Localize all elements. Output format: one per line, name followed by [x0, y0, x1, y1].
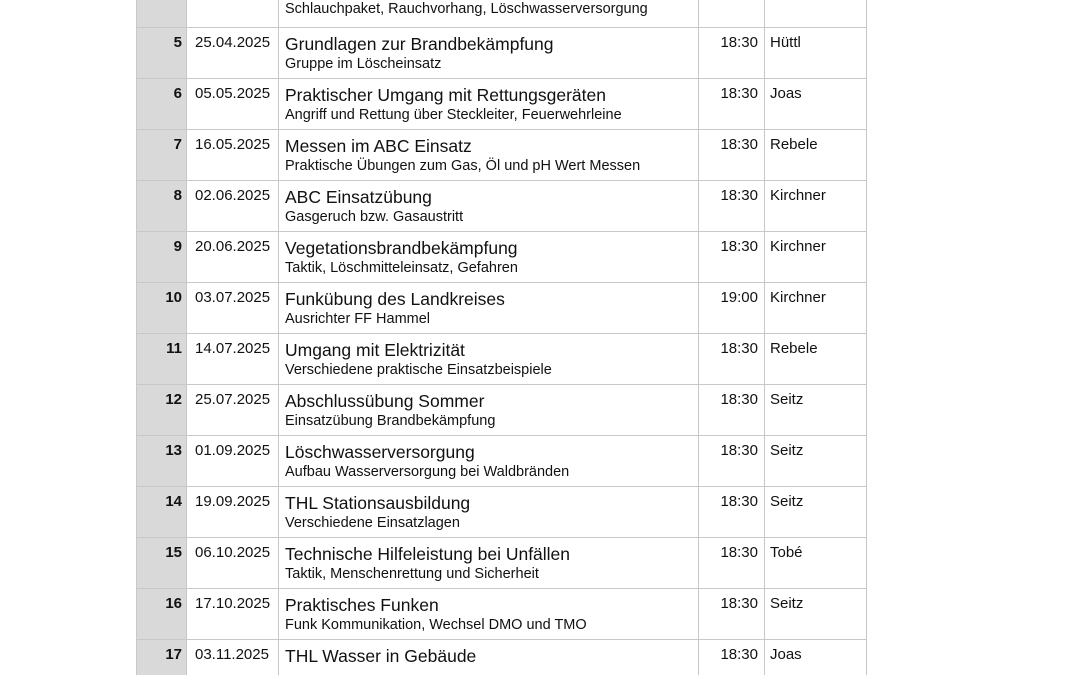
date-cell — [187, 334, 279, 385]
topic-cell — [279, 130, 699, 181]
row-number: 6 — [173, 85, 182, 102]
date-cell — [187, 640, 279, 675]
date-cell — [187, 487, 279, 538]
lead-cell — [765, 0, 867, 28]
row-title: Messen im ABC Einsatz — [285, 136, 472, 156]
lead-cell — [765, 589, 867, 640]
topic-cell — [279, 436, 699, 487]
row-number-cell — [137, 28, 187, 79]
lead-cell — [765, 28, 867, 79]
row-number: 13 — [165, 442, 182, 459]
row-date: 05.05.2025 — [195, 85, 271, 102]
date-cell — [187, 130, 279, 181]
row-title: Vegetationsbrandbekämpfung — [285, 238, 518, 258]
row-subtitle: Ausrichter FF Hammel — [285, 311, 431, 327]
row-number: 17 — [165, 646, 182, 663]
row-subtitle: Einsatzübung Brandbekämpfung — [285, 413, 496, 429]
row-date: 14.07.2025 — [195, 340, 271, 357]
row-number-cell — [137, 436, 187, 487]
row-time: 18:30 — [720, 595, 758, 612]
lead-cell — [765, 181, 867, 232]
row-title: THL Wasser in Gebäude — [285, 646, 477, 666]
date-cell — [187, 79, 279, 130]
date-cell — [187, 232, 279, 283]
row-lead: Kirchner — [770, 238, 826, 255]
row-title: Umgang mit Elektrizität — [285, 340, 465, 360]
topic-cell — [279, 79, 699, 130]
row-date: 03.11.2025 — [195, 646, 269, 663]
time-cell — [699, 232, 765, 283]
row-time: 18:30 — [720, 136, 758, 153]
row-number: 11 — [166, 340, 182, 357]
time-cell — [699, 436, 765, 487]
time-cell — [699, 130, 765, 181]
topic-cell — [279, 283, 699, 334]
time-cell — [699, 640, 765, 675]
row-time: 18:30 — [720, 34, 758, 51]
table-row — [137, 538, 867, 589]
topic-cell — [279, 538, 699, 589]
training-schedule-table — [136, 0, 867, 675]
row-number-cell — [137, 181, 187, 232]
row-date: 19.09.2025 — [195, 493, 271, 510]
date-cell — [187, 181, 279, 232]
row-subtitle: Gasgeruch bzw. Gasaustritt — [285, 209, 464, 225]
lead-cell — [765, 334, 867, 385]
row-time: 18:30 — [720, 85, 758, 102]
row-time: 18:30 — [720, 544, 758, 561]
row-lead: Seitz — [770, 595, 804, 612]
row-date: 25.04.2025 — [195, 34, 271, 51]
time-cell — [699, 0, 765, 28]
topic-cell — [279, 28, 699, 79]
row-date: 03.07.2025 — [195, 289, 271, 306]
topic-cell — [279, 640, 699, 675]
row-lead: Joas — [770, 646, 802, 663]
row-subtitle: Verschiedene Einsatzlagen — [285, 515, 460, 531]
lead-cell — [765, 385, 867, 436]
date-cell — [187, 0, 279, 28]
row-subtitle — [279, 666, 698, 668]
row-number-cell — [137, 130, 187, 181]
topic-cell — [279, 232, 699, 283]
row-lead: Seitz — [770, 391, 804, 408]
lead-cell — [765, 487, 867, 538]
table-row — [137, 0, 867, 28]
row-subtitle: Schlauchpaket, Rauchvorhang, Löschwasserversorgung — [285, 1, 648, 17]
date-cell — [187, 28, 279, 79]
row-number-cell — [137, 334, 187, 385]
table-row — [137, 181, 867, 232]
row-subtitle: Funk Kommunikation, Wechsel DMO und TMO — [285, 617, 587, 633]
time-cell — [699, 487, 765, 538]
lead-cell — [765, 538, 867, 589]
row-number: 16 — [165, 595, 182, 612]
lead-cell — [765, 130, 867, 181]
table-row — [137, 28, 867, 79]
time-cell — [699, 385, 765, 436]
row-subtitle: Verschiedene praktische Einsatzbeispiele — [285, 362, 552, 378]
row-date: 16.05.2025 — [195, 136, 271, 153]
table-row — [137, 283, 867, 334]
table-row — [137, 436, 867, 487]
table-row — [137, 130, 867, 181]
row-number-cell — [137, 487, 187, 538]
date-cell — [187, 385, 279, 436]
row-time: 18:30 — [720, 340, 758, 357]
row-time: 18:30 — [720, 442, 758, 459]
table-row — [137, 640, 867, 675]
row-time: 19:00 — [720, 289, 758, 306]
row-time: 18:30 — [720, 493, 758, 510]
date-cell — [187, 589, 279, 640]
row-lead: Tobé — [770, 544, 803, 561]
row-subtitle: Taktik, Menschenrettung und Sicherheit — [285, 566, 539, 582]
lead-cell — [765, 79, 867, 130]
topic-cell — [279, 334, 699, 385]
lead-cell — [765, 283, 867, 334]
row-number-cell — [137, 538, 187, 589]
lead-cell — [765, 436, 867, 487]
row-subtitle: Gruppe im Löscheinsatz — [285, 56, 442, 72]
date-cell — [187, 538, 279, 589]
date-cell — [187, 283, 279, 334]
row-title: THL Stationsausbildung — [285, 493, 471, 513]
time-cell — [699, 28, 765, 79]
row-number-cell — [137, 232, 187, 283]
row-number-cell — [137, 589, 187, 640]
schedule-body — [137, 0, 867, 675]
row-lead: Joas — [770, 85, 802, 102]
row-time: 18:30 — [720, 391, 758, 408]
row-number-cell — [137, 283, 187, 334]
row-number-cell — [137, 640, 187, 675]
table-row — [137, 232, 867, 283]
row-number: 7 — [173, 136, 182, 153]
topic-cell — [279, 385, 699, 436]
row-title: Praktischer Umgang mit Rettungsgeräten — [285, 85, 606, 105]
row-time: 18:30 — [720, 187, 758, 204]
row-lead: Rebele — [770, 136, 818, 153]
row-date: 20.06.2025 — [195, 238, 271, 255]
table-row — [137, 589, 867, 640]
row-title: ABC Einsatzübung — [285, 187, 432, 207]
row-title: Praktisches Funken — [285, 595, 439, 615]
row-lead: Kirchner — [770, 187, 826, 204]
time-cell — [699, 181, 765, 232]
row-subtitle: Aufbau Wasserversorgung bei Waldbränden — [285, 464, 570, 480]
row-time: 18:30 — [720, 646, 758, 663]
row-title: Funkübung des Landkreises — [285, 289, 505, 309]
row-number: 12 — [165, 391, 182, 408]
lead-cell — [765, 232, 867, 283]
row-date: 06.10.2025 — [195, 544, 271, 561]
row-subtitle: Taktik, Löschmitteleinsatz, Gefahren — [285, 260, 518, 276]
row-lead: Kirchner — [770, 289, 826, 306]
time-cell — [699, 79, 765, 130]
row-number: 5 — [173, 34, 182, 51]
row-number: 14 — [165, 493, 182, 510]
row-number-cell — [137, 79, 187, 130]
row-subtitle: Angriff und Rettung über Steckleiter, Feuerwehrleine — [285, 107, 622, 123]
row-title: Löschwasserversorgung — [285, 442, 475, 462]
row-subtitle: Praktische Übungen zum Gas, Öl und pH Wert Messen — [285, 158, 641, 174]
row-number: 9 — [173, 238, 182, 255]
time-cell — [699, 538, 765, 589]
table-row — [137, 487, 867, 538]
time-cell — [699, 283, 765, 334]
row-lead: Seitz — [770, 493, 804, 510]
row-date: 17.10.2025 — [195, 595, 271, 612]
date-cell — [187, 436, 279, 487]
row-number: 8 — [173, 187, 182, 204]
table-row — [137, 79, 867, 130]
row-number: 15 — [165, 544, 182, 561]
row-title: Technische Hilfeleistung bei Unfällen — [285, 544, 571, 564]
row-date: 02.06.2025 — [195, 187, 271, 204]
topic-cell — [279, 181, 699, 232]
topic-cell — [279, 589, 699, 640]
row-title: Abschlussübung Sommer — [285, 391, 485, 411]
time-cell — [699, 334, 765, 385]
row-lead: Hüttl — [770, 34, 801, 51]
row-lead: Rebele — [770, 340, 818, 357]
topic-cell — [279, 0, 699, 28]
row-lead: Seitz — [770, 442, 804, 459]
row-number-cell — [137, 385, 187, 436]
topic-cell — [279, 487, 699, 538]
time-cell — [699, 589, 765, 640]
row-title: Grundlagen zur Brandbekämpfung — [285, 34, 554, 54]
row-number: 10 — [165, 289, 182, 306]
table-row — [137, 385, 867, 436]
row-date: 01.09.2025 — [195, 442, 271, 459]
row-number-cell — [137, 0, 187, 28]
row-time: 18:30 — [720, 238, 758, 255]
lead-cell — [765, 640, 867, 675]
table-row — [137, 334, 867, 385]
row-date: 25.07.2025 — [195, 391, 271, 408]
